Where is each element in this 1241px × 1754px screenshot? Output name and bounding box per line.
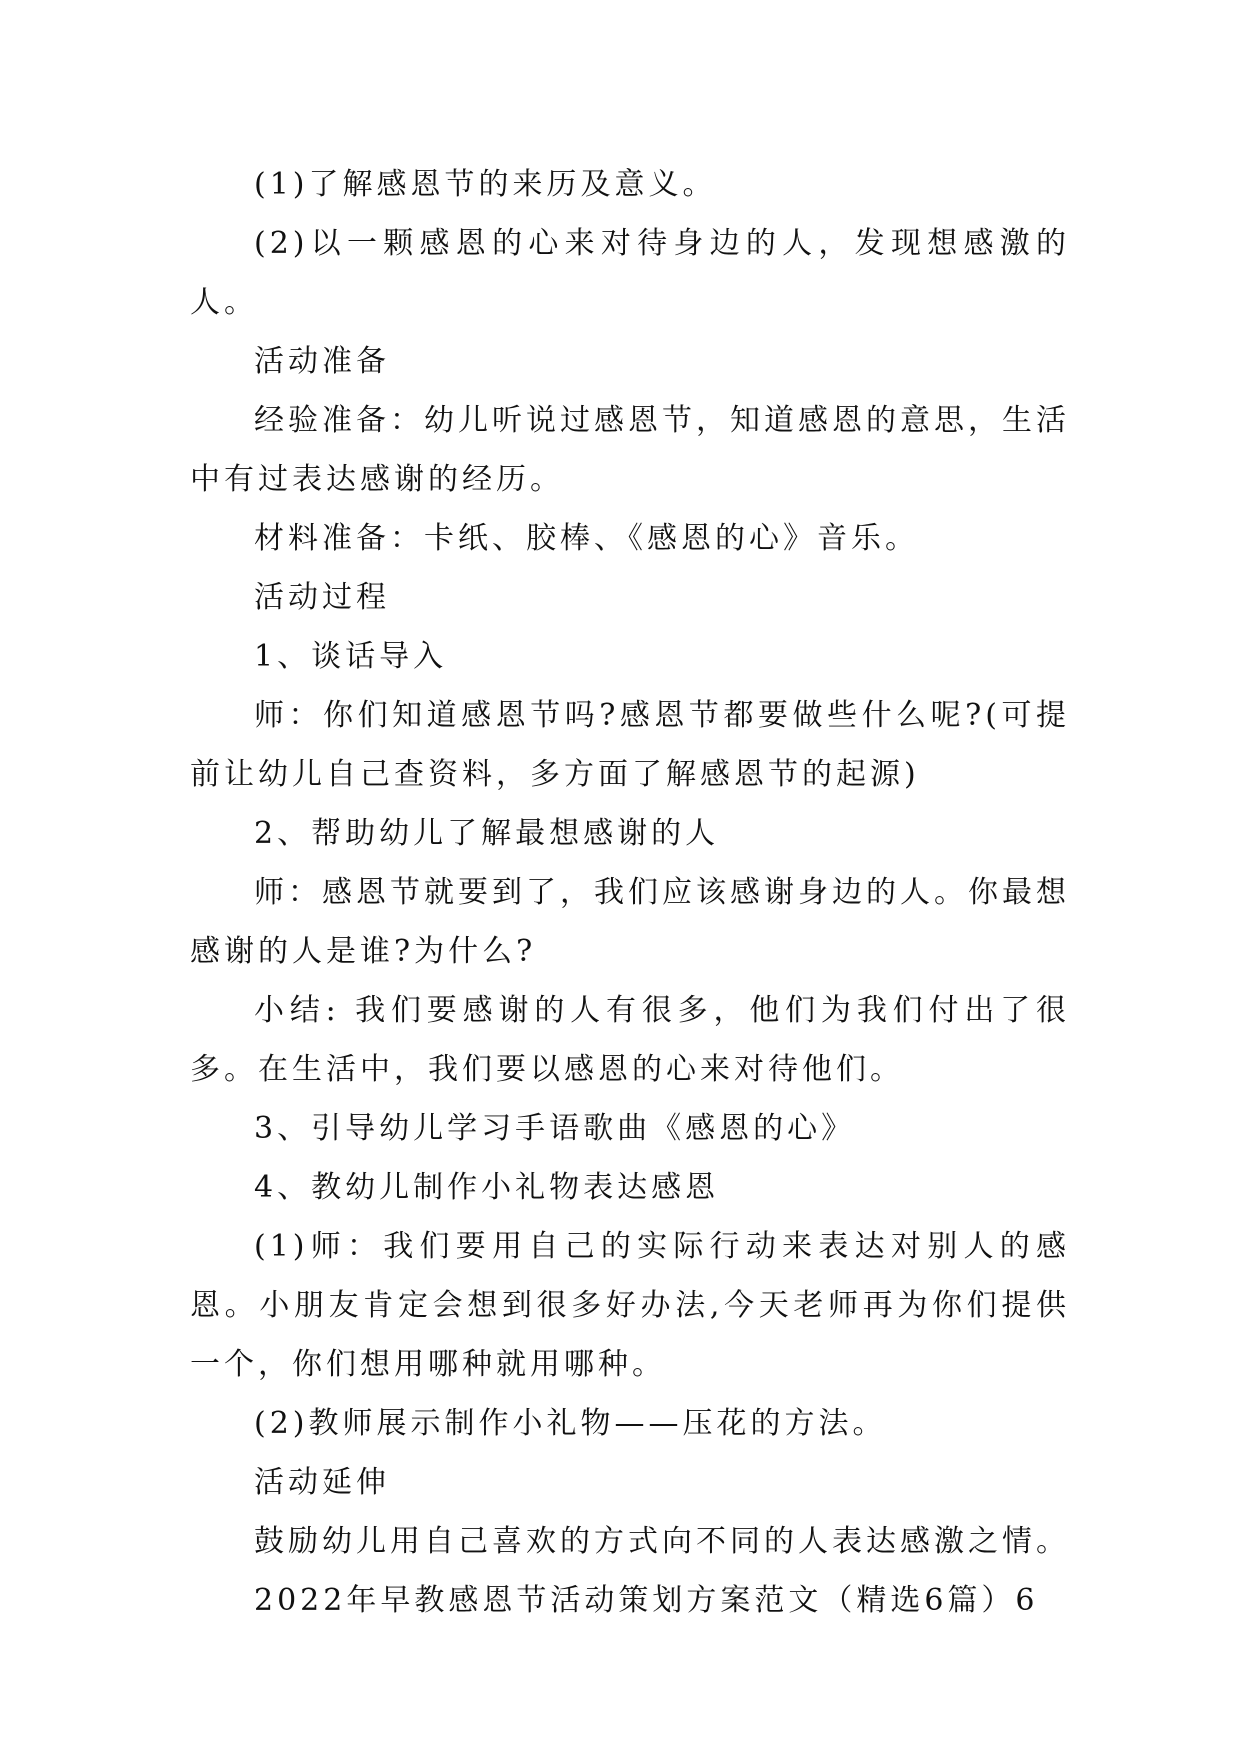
document-body bbox=[190, 155, 1070, 1630]
paragraph-experience-prep: 经验准备：幼儿听说过感恩节，知道感恩的意思，生活中有过表达感谢的经历。 bbox=[190, 403, 1070, 497]
paragraph-material-prep: 材料准备：卡纸、胶棒、《感恩的心》音乐。 bbox=[254, 521, 919, 556]
paragraph-step-4-2: (2)教师展示制作小礼物——压花的方法。 bbox=[254, 1406, 887, 1441]
paragraph-extension: 鼓励幼儿用自己喜欢的方式向不同的人表达感激之情。 bbox=[254, 1524, 1070, 1559]
step-heading-1: 1、谈话导入 bbox=[254, 639, 448, 674]
paragraph-goal-1: (1)了解感恩节的来历及意义。 bbox=[254, 167, 717, 202]
paragraph-teacher-question-2: 师：感恩节就要到了，我们应该感谢身边的人。你最想感谢的人是谁?为什么? bbox=[190, 875, 1070, 969]
paragraph-next-title: 2022年早教感恩节活动策划方案范文（精选6篇）6 bbox=[254, 1583, 1039, 1618]
step-heading-4: 4、教幼儿制作小礼物表达感恩 bbox=[254, 1170, 720, 1205]
section-heading-extension: 活动延伸 bbox=[254, 1465, 390, 1500]
section-heading-process: 活动过程 bbox=[254, 580, 390, 615]
step-heading-3: 3、引导幼儿学习手语歌曲《感恩的心》 bbox=[254, 1111, 856, 1146]
paragraph-teacher-question-1: 师：你们知道感恩节吗?感恩节都要做些什么呢?(可提前让幼儿自己查资料，多方面了解感恩节的起源) bbox=[190, 698, 1070, 792]
step-heading-2: 2、帮助幼儿了解最想感谢的人 bbox=[254, 816, 720, 851]
paragraph-goal-2: (2)以一颗感恩的心来对待身边的人，发现想感激的人。 bbox=[190, 226, 1070, 320]
paragraph-step-4-1: (1)师：我们要用自己的实际行动来表达对别人的感恩。小朋友肯定会想到很多好办法,今天老师再为你们提供一个，你们想用哪种就用哪种。 bbox=[190, 1229, 1070, 1382]
section-heading-preparation: 活动准备 bbox=[254, 344, 390, 379]
paragraph-summary: 小结: 我们要感谢的人有很多，他们为我们付出了很多。在生活中，我们要以感恩的心来对待他们。 bbox=[190, 993, 1070, 1087]
